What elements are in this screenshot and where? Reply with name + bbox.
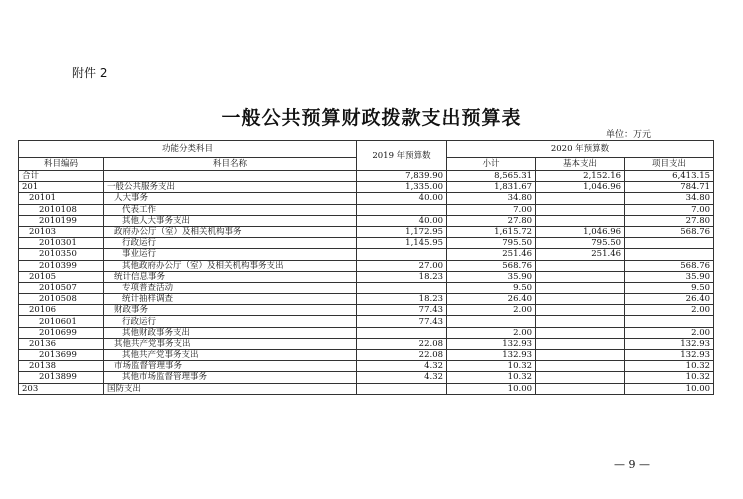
row-budget-2019: 40.00 — [357, 193, 447, 204]
row-project: 10.32 — [625, 372, 714, 383]
page-number: — 9 — — [614, 458, 650, 471]
row-name: 政府办公厅（室）及相关机构事务 — [104, 226, 357, 237]
row-subtotal — [447, 316, 536, 327]
row-project: 568.76 — [625, 260, 714, 271]
row-subtotal: 26.40 — [447, 294, 536, 305]
table-row — [19, 383, 714, 394]
row-project: 568.76 — [625, 226, 714, 237]
row-code: 2010508 — [19, 294, 104, 305]
header-functional-category: 功能分类科目 — [19, 141, 357, 158]
row-project: 2.00 — [625, 305, 714, 316]
row-code: 2010399 — [19, 260, 104, 271]
row-subtotal: 10.32 — [447, 361, 536, 372]
row-subtotal: 2.00 — [447, 305, 536, 316]
row-subtotal: 35.90 — [447, 271, 536, 282]
row-basic: 795.50 — [536, 238, 625, 249]
row-project: 34.80 — [625, 193, 714, 204]
header-subtotal: 小计 — [447, 158, 536, 171]
row-code: 2010699 — [19, 327, 104, 338]
row-name: 行政运行 — [104, 316, 357, 327]
row-subtotal: 10.00 — [447, 383, 536, 394]
row-budget-2019 — [357, 383, 447, 394]
row-name: 一般公共服务支出 — [104, 182, 357, 193]
row-subtotal: 7.00 — [447, 204, 536, 215]
row-code: 203 — [19, 383, 104, 394]
row-code: 20105 — [19, 271, 104, 282]
table-body — [19, 171, 714, 395]
row-basic — [536, 372, 625, 383]
row-basic — [536, 383, 625, 394]
table-row — [19, 327, 714, 338]
row-code: 2013899 — [19, 372, 104, 383]
row-code: 20138 — [19, 361, 104, 372]
row-name: 国防支出 — [104, 383, 357, 394]
row-budget-2019: 1,145.95 — [357, 238, 447, 249]
table-row — [19, 282, 714, 293]
row-basic — [536, 215, 625, 226]
row-basic — [536, 327, 625, 338]
row-budget-2019 — [357, 282, 447, 293]
row-code: 20101 — [19, 193, 104, 204]
table-row — [19, 350, 714, 361]
row-subtotal: 34.80 — [447, 193, 536, 204]
row-name: 其他共产党事务支出 — [104, 338, 357, 349]
row-code: 20103 — [19, 226, 104, 237]
header-code: 科目编码 — [19, 158, 104, 171]
table-row — [19, 361, 714, 372]
header-project: 项目支出 — [625, 158, 714, 171]
row-subtotal: 10.32 — [447, 372, 536, 383]
row-budget-2019: 22.08 — [357, 338, 447, 349]
row-code: 2010108 — [19, 204, 104, 215]
row-code: 2010507 — [19, 282, 104, 293]
row-subtotal: 9.50 — [447, 282, 536, 293]
row-project: 10.32 — [625, 361, 714, 372]
row-budget-2019: 27.00 — [357, 260, 447, 271]
attachment-label: 附件 2 — [72, 66, 108, 80]
row-name: 行政运行 — [104, 238, 357, 249]
row-name: 事业运行 — [104, 249, 357, 260]
row-basic: 251.46 — [536, 249, 625, 260]
row-basic: 2,152.16 — [536, 171, 625, 182]
table-row — [19, 305, 714, 316]
row-basic — [536, 305, 625, 316]
row-budget-2019: 77.43 — [357, 316, 447, 327]
table-row — [19, 171, 714, 182]
row-code: 合计 — [19, 171, 104, 182]
row-basic — [536, 350, 625, 361]
row-code: 2010301 — [19, 238, 104, 249]
row-code: 201 — [19, 182, 104, 193]
row-basic — [536, 316, 625, 327]
row-project: 132.93 — [625, 338, 714, 349]
row-subtotal: 568.76 — [447, 260, 536, 271]
row-name: 专项普查活动 — [104, 282, 357, 293]
row-budget-2019: 1,335.00 — [357, 182, 447, 193]
row-budget-2019: 40.00 — [357, 215, 447, 226]
table-row — [19, 238, 714, 249]
row-name: 代表工作 — [104, 204, 357, 215]
row-budget-2019: 18.23 — [357, 271, 447, 282]
row-budget-2019: 18.23 — [357, 294, 447, 305]
row-subtotal: 251.46 — [447, 249, 536, 260]
row-code: 2013699 — [19, 350, 104, 361]
row-code: 2010601 — [19, 316, 104, 327]
row-budget-2019 — [357, 249, 447, 260]
row-project: 35.90 — [625, 271, 714, 282]
row-code: 20106 — [19, 305, 104, 316]
row-basic — [536, 338, 625, 349]
header-budget-2019: 2019 年预算数 — [357, 141, 447, 171]
row-name: 人大事务 — [104, 193, 357, 204]
row-name: 其他市场监督管理事务 — [104, 372, 357, 383]
row-name — [104, 171, 357, 182]
row-subtotal: 795.50 — [447, 238, 536, 249]
row-project — [625, 316, 714, 327]
row-basic — [536, 271, 625, 282]
row-subtotal: 8,565.31 — [447, 171, 536, 182]
unit-label: 单位：万元 — [606, 130, 652, 140]
row-code: 2010350 — [19, 249, 104, 260]
row-subtotal: 2.00 — [447, 327, 536, 338]
row-subtotal: 1,615.72 — [447, 226, 536, 237]
row-basic — [536, 361, 625, 372]
row-project — [625, 238, 714, 249]
row-budget-2019: 1,172.95 — [357, 226, 447, 237]
budget-table — [18, 140, 714, 395]
row-basic: 1,046.96 — [536, 182, 625, 193]
table-row — [19, 271, 714, 282]
table-row — [19, 338, 714, 349]
row-project: 9.50 — [625, 282, 714, 293]
row-project: 27.80 — [625, 215, 714, 226]
table-row — [19, 204, 714, 215]
row-project: 6,413.15 — [625, 171, 714, 182]
page-title: 一般公共预算财政拨款支出预算表 — [221, 107, 522, 129]
row-project: 10.00 — [625, 383, 714, 394]
row-name: 财政事务 — [104, 305, 357, 316]
row-budget-2019: 7,839.90 — [357, 171, 447, 182]
row-basic — [536, 204, 625, 215]
row-code: 2010199 — [19, 215, 104, 226]
table-row — [19, 193, 714, 204]
row-budget-2019 — [357, 327, 447, 338]
row-budget-2019: 4.32 — [357, 372, 447, 383]
row-basic — [536, 294, 625, 305]
row-subtotal: 1,831.67 — [447, 182, 536, 193]
header-name: 科目名称 — [104, 158, 357, 171]
row-project: 7.00 — [625, 204, 714, 215]
row-budget-2019: 4.32 — [357, 361, 447, 372]
row-name: 其他政府办公厅（室）及相关机构事务支出 — [104, 260, 357, 271]
row-name: 统计信息事务 — [104, 271, 357, 282]
row-name: 其他共产党事务支出 — [104, 350, 357, 361]
row-project: 132.93 — [625, 350, 714, 361]
row-project — [625, 249, 714, 260]
row-project: 2.00 — [625, 327, 714, 338]
table-row — [19, 182, 714, 193]
row-basic: 1,046.96 — [536, 226, 625, 237]
row-budget-2019: 22.08 — [357, 350, 447, 361]
row-budget-2019 — [357, 204, 447, 215]
header-basic: 基本支出 — [536, 158, 625, 171]
header-budget-2020: 2020 年预算数 — [447, 141, 714, 158]
row-subtotal: 27.80 — [447, 215, 536, 226]
row-subtotal: 132.93 — [447, 350, 536, 361]
table-row — [19, 260, 714, 271]
row-name: 统计抽样调查 — [104, 294, 357, 305]
table-row — [19, 294, 714, 305]
row-budget-2019: 77.43 — [357, 305, 447, 316]
table-row — [19, 372, 714, 383]
row-project: 784.71 — [625, 182, 714, 193]
table-row — [19, 249, 714, 260]
row-basic — [536, 260, 625, 271]
row-project: 26.40 — [625, 294, 714, 305]
row-basic — [536, 193, 625, 204]
table-row — [19, 316, 714, 327]
row-basic — [536, 282, 625, 293]
table-row — [19, 226, 714, 237]
row-subtotal: 132.93 — [447, 338, 536, 349]
row-name: 其他人大事务支出 — [104, 215, 357, 226]
row-name: 其他财政事务支出 — [104, 327, 357, 338]
row-name: 市场监督管理事务 — [104, 361, 357, 372]
row-code: 20136 — [19, 338, 104, 349]
table-row — [19, 215, 714, 226]
